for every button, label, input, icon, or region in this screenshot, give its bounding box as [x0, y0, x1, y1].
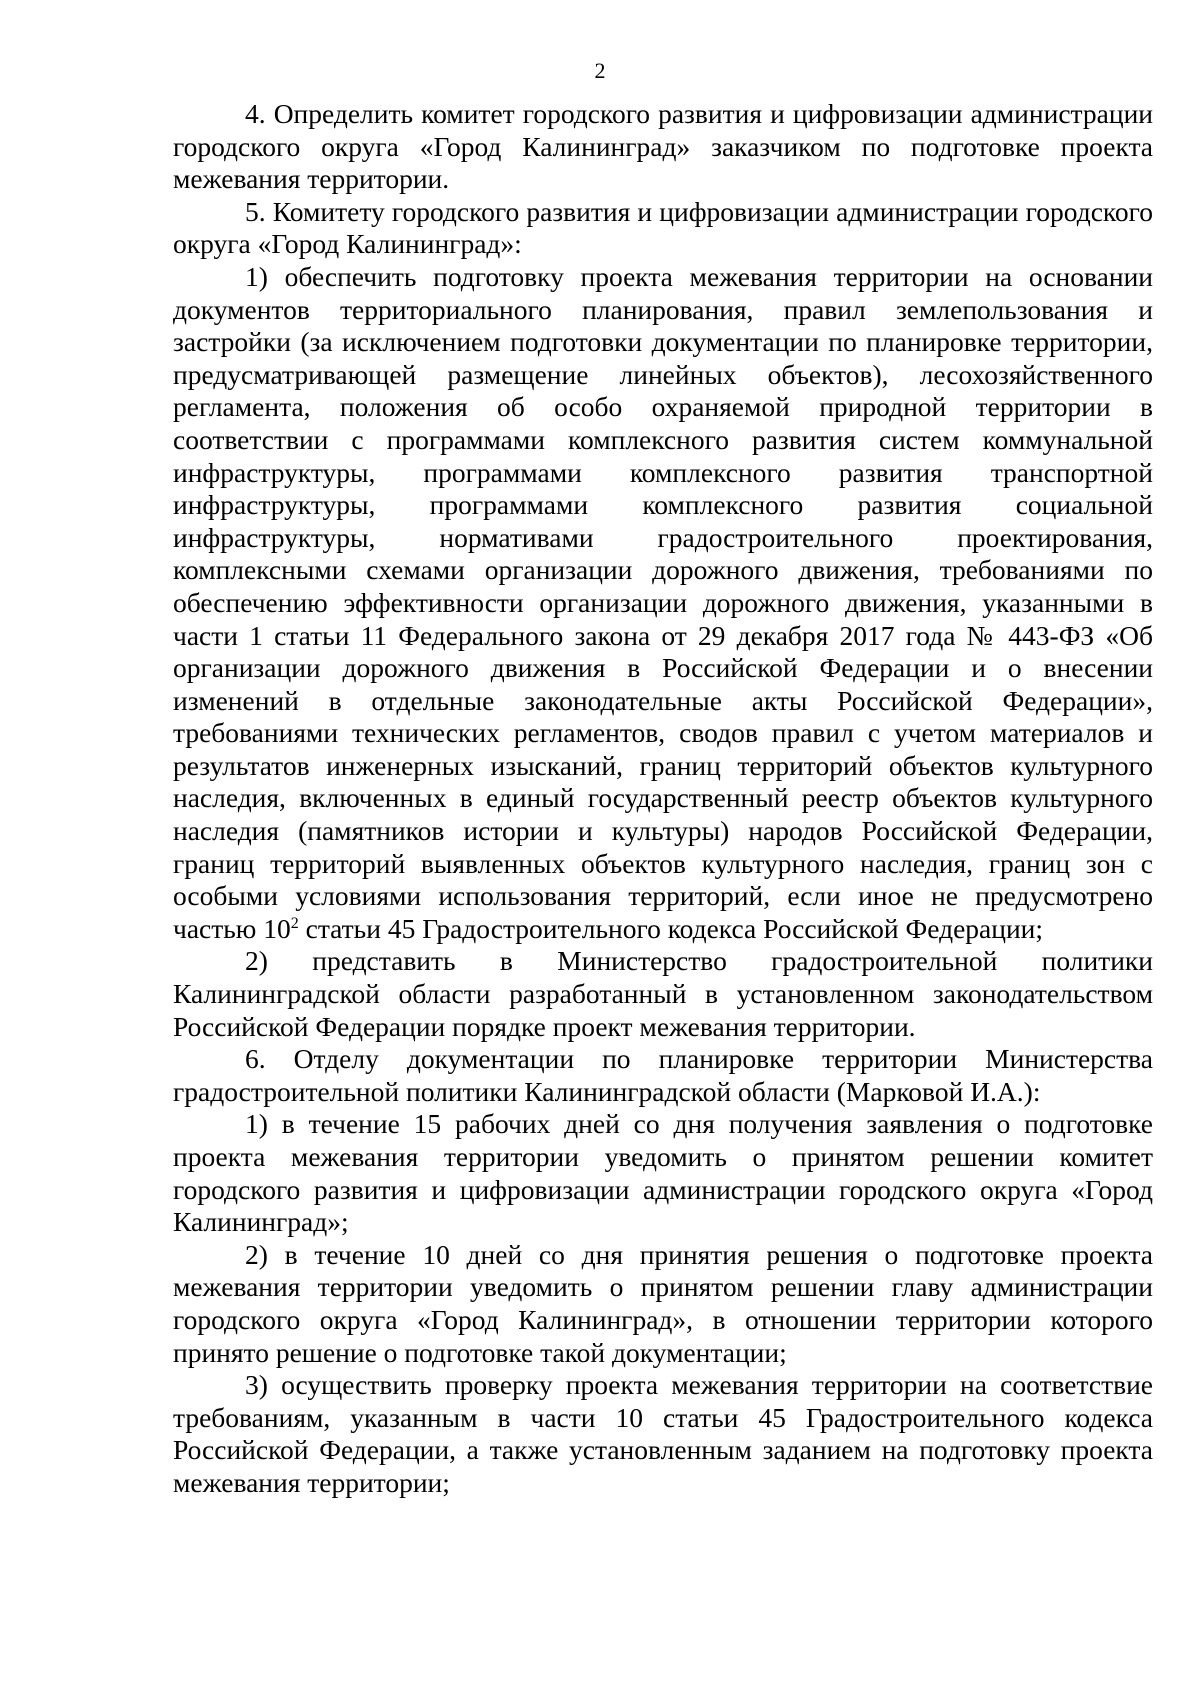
paragraph-5-committee: 5. Комитету городского развития и цифровизации администрации городского округа «Город Калининград»: [173, 195, 1153, 260]
paragraph-5-1-text: 1) обеспечить подготовку проекта межевания территории на основании документов территориального планирования, правил землепользования и застройки (за исключением подготовки документации по планировке территории, предусматривающей размещение линейных объектов), лесохозяйственного регламента, положения об особо охраняемой природной территории в соответствии с программами комплексного развития систем коммунальной инфраструктуры, программами комплексного развития транспортной инфраструктуры, программами комплексного развития социальной инфраструктуры, нормативами градостроительного проектирования, комплексными схемами организации дорожного движения, требованиями по обеспечению эффективности организации дорожного движения, указанными в части 1 статьи 11 Федерального закона от 29 декабря 2017 года № 443-ФЗ «Об организации дорожного движения в Российской Федерации и о внесении изменений в отдельные законодательные акты Российской Федерации», требованиями технических регламентов, сводов правил с учетом материалов и результатов инженерных изысканий, границ территорий объектов культурного наследия, включенных в единый государственный реестр объектов культурного наследия (памятников истории и культуры) народов Российской Федерации, границ территорий выявленных объектов культурного наследия, границ зон с особыми условиями использования территорий, если иное не предусмотрено частью 10 [173, 260, 1153, 944]
paragraph-6-department: 6. Отделу документации по планировке территории Министерства градостроительной политики Калининградской области (Марковой И.А.): [173, 1043, 1153, 1107]
superscript-2: 2 [290, 914, 299, 932]
paragraph-4-customer: 4. Определить комитет городского развития и цифровизации администрации городского округа «Город Калининград» заказчиком по подготовке проекта межевания территории. [173, 98, 1153, 195]
paragraph-6-2-notify-head: 2) в течение 10 дней со дня принятия решения о подготовке проекта межевания территории уведомить о принятом решении главу администрации городского округа «Город Калининград», в отношении территории которого принято решение о подготовке такой документации; [173, 1238, 1153, 1368]
paragraph-5-1-ensure-preparation [173, 261, 1153, 945]
paragraph-5-2-submit: 2) представить в Министерство градостроительной политики Калининградской области разработанный в установленном законодательством Российской Федерации порядке проект межевания территории. [173, 945, 1153, 1042]
paragraph-6-1-notify-committee: 1) в течение 15 рабочих дней со дня получения заявления о подготовке проекта межевания территории уведомить о принятом решении комитет городского развития и цифровизации администрации городского округа «Город Калининград»; [173, 1108, 1153, 1238]
paragraph-5-1-tail: статьи 45 Градостроительного кодекса Российской Федерации; [298, 912, 1044, 944]
paragraph-6-3-verify-project: 3) осуществить проверку проекта межевания территории на соответствие требованиям, указанным в части 10 статьи 45 Градостроительного кодекса Российской Федерации, а также установленным заданием на подготовку проекта межевания территории; [173, 1369, 1153, 1498]
document-body [173, 98, 1153, 1500]
page-number: 2 [594, 58, 606, 83]
